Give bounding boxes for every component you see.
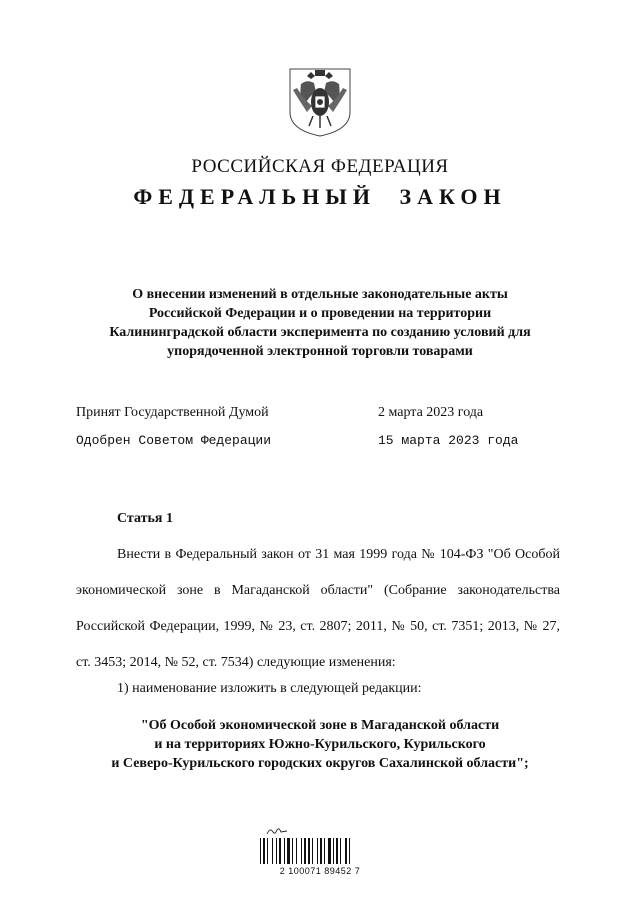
signature-icon [266, 826, 288, 836]
quoted-title-line: "Об Особой экономической зоне в Магаданской области [140, 718, 500, 733]
quoted-title-line: и на территориях Южно-Курильского, Курильского [154, 737, 486, 752]
approval-council [76, 433, 556, 453]
barcode-block [258, 826, 382, 880]
article-item: 1) наименование изложить в следующей редакции: [117, 681, 422, 696]
country-name: РОССИЙСКАЯ ФЕДЕРАЦИЯ [191, 156, 449, 177]
adoption-date: 2 марта 2023 года [378, 405, 484, 420]
law-title-line: упорядоченной электронной торговли товарами [167, 344, 473, 359]
quoted-title [60, 716, 580, 773]
document-type: ФЕДЕРАЛЬНЫЙ ЗАКОН [133, 184, 507, 209]
approval-label: Одобрен Советом Федерации [76, 433, 272, 448]
adoption-duma [76, 405, 556, 425]
barcode-icon [258, 838, 382, 864]
law-title [60, 285, 580, 361]
barcode-number: 2 100071 89452 7 [279, 866, 361, 876]
article-heading: Статья 1 [117, 511, 173, 526]
law-title-line: О внесении изменений в отдельные законодательные акты [132, 287, 508, 302]
coat-of-arms-icon [287, 66, 353, 138]
article-paragraph: Внести в Федеральный закон от 31 мая 1999 года № 104-ФЗ "Об Особой экономической зоне в Магаданской области" (Собрание законодательства Российской Федерации, 1999, № 23, ст. 2807; 2011, № 50, ст. 7351; 2013, № 27, ст. 3453; 2014, № 52, ст. 7534) следующие изменения: [76, 547, 560, 670]
approval-date: 15 марта 2023 года [378, 433, 519, 448]
adoption-label: Принят Государственной Думой [76, 405, 269, 420]
law-title-line: Калининградской области эксперимента по созданию условий для [109, 325, 531, 340]
quoted-title-line: и Северо-Курильского городских округов Сахалинской области"; [111, 756, 529, 771]
law-title-line: Российской Федерации и о проведении на территории [148, 306, 492, 321]
